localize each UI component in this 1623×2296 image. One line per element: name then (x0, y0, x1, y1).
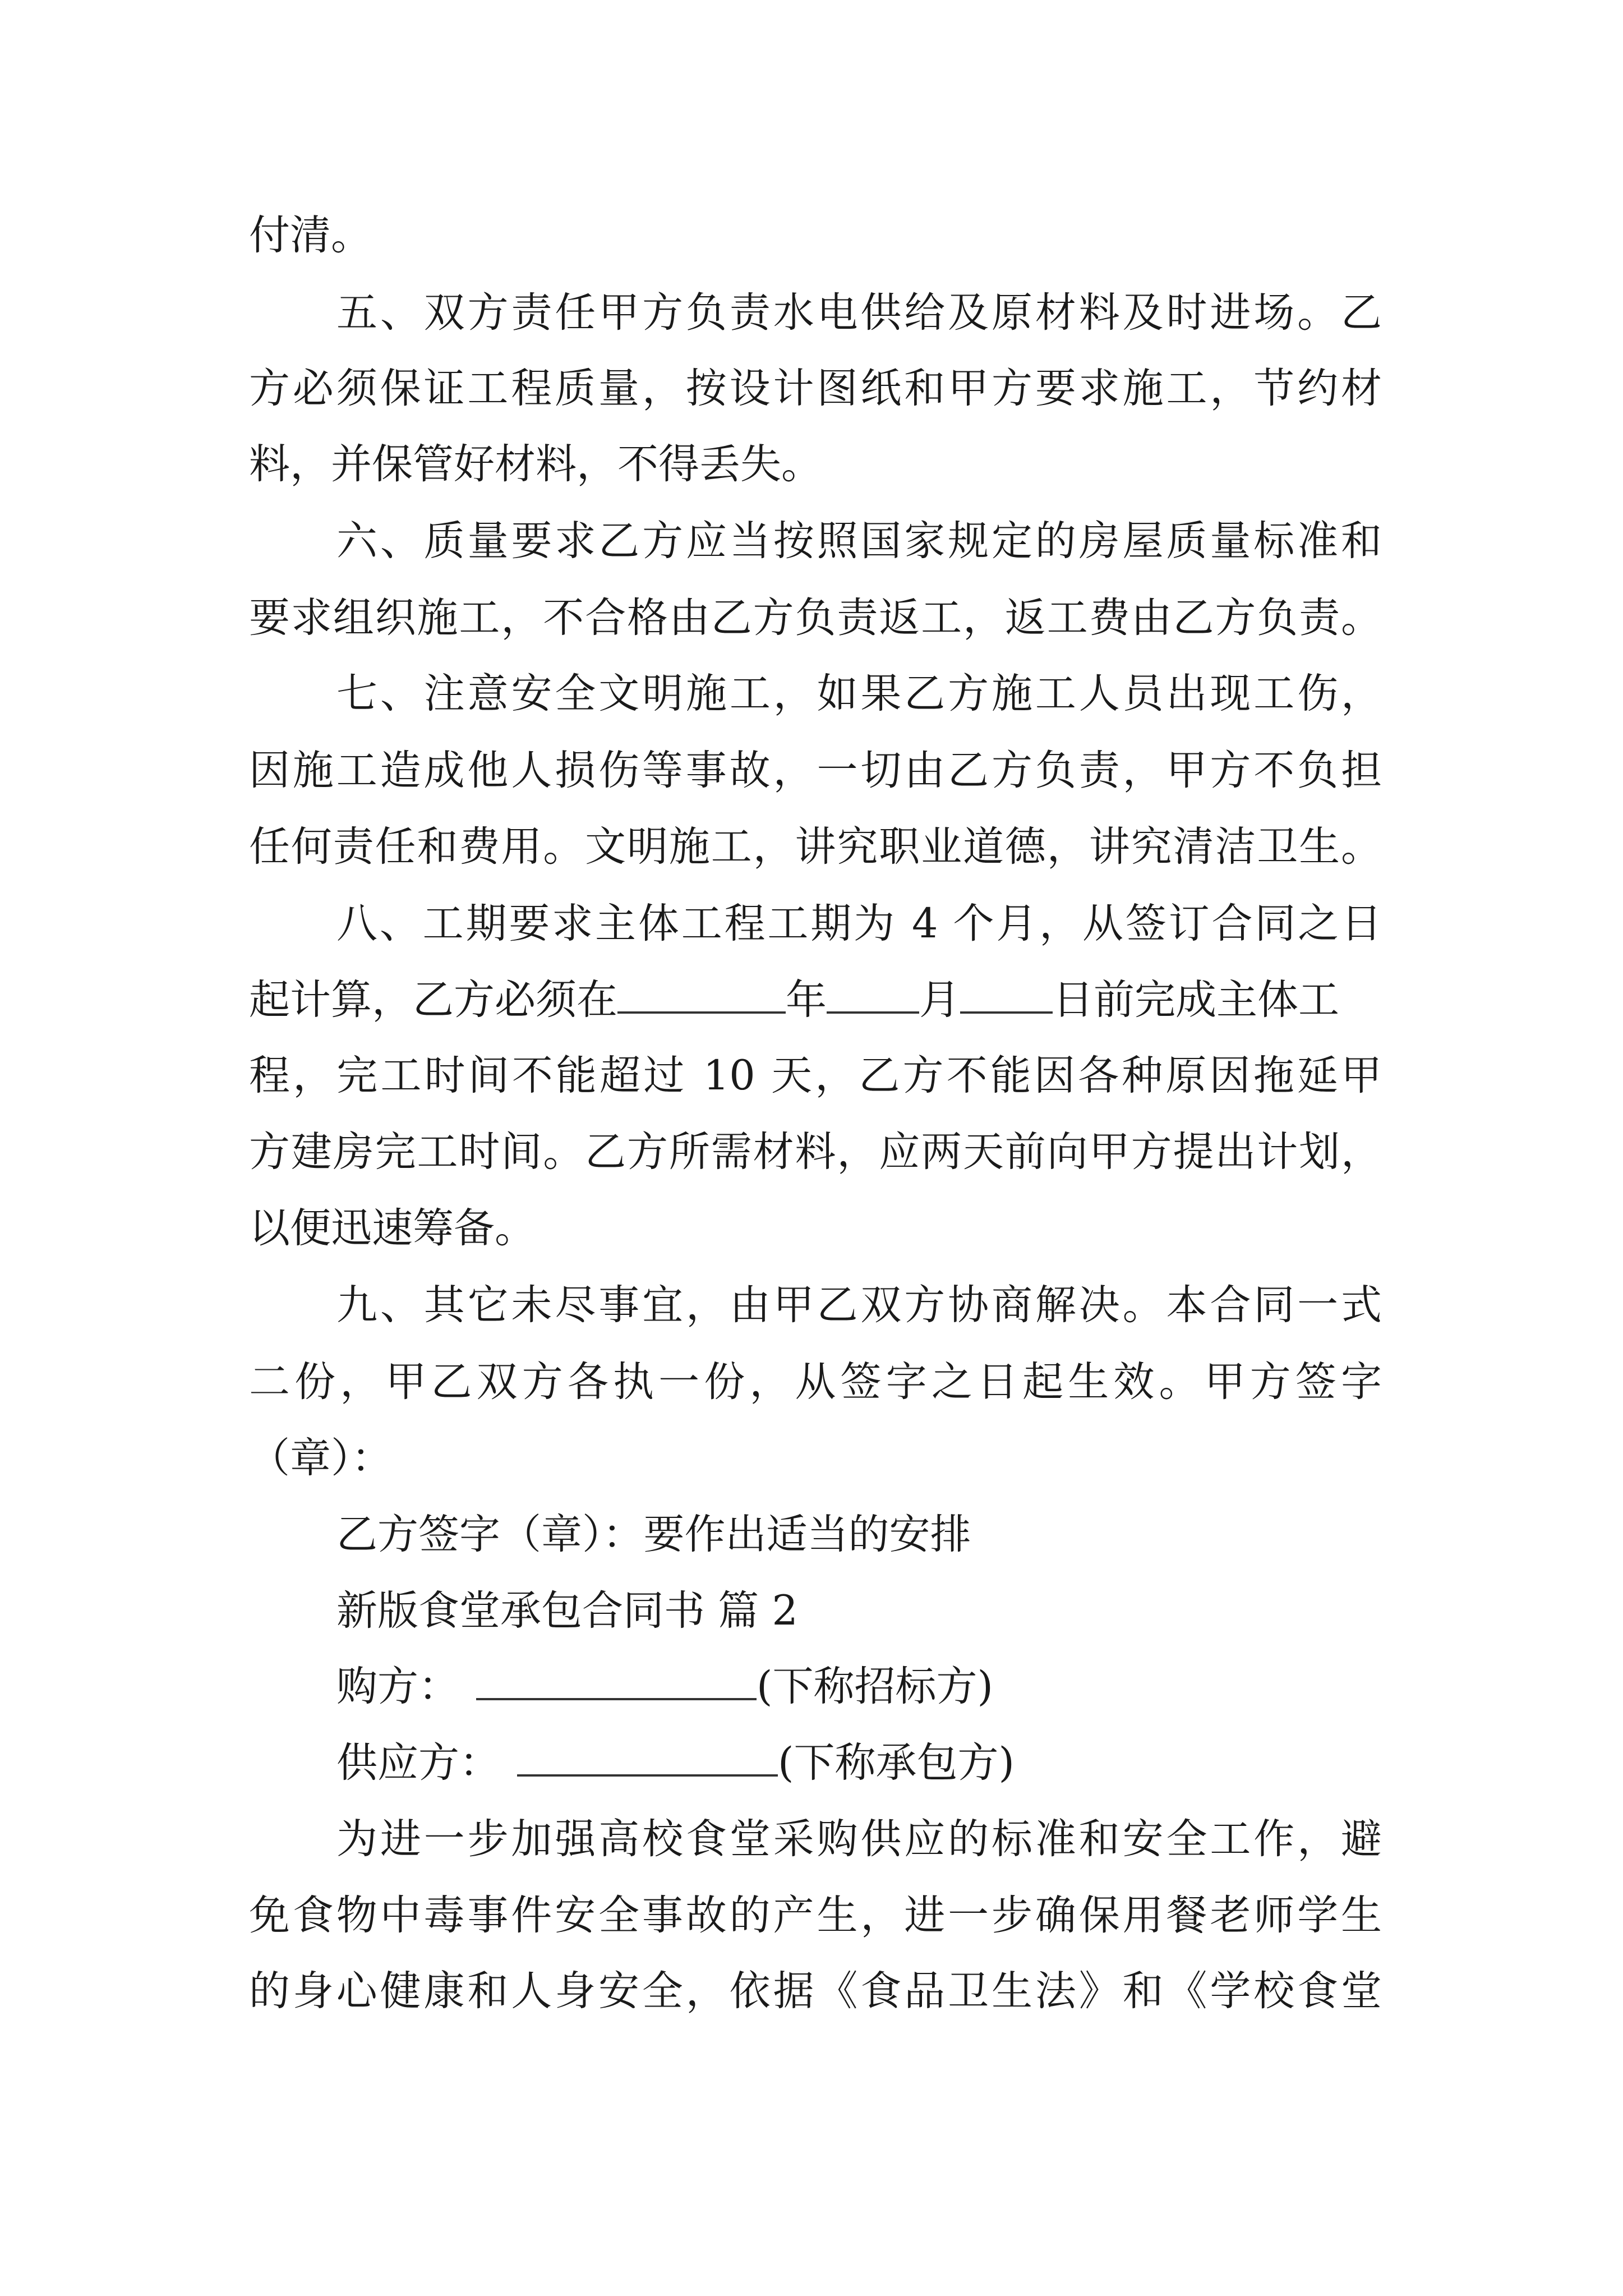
deadline-line (249, 972, 1382, 1028)
signature-line: 乙方签字（章）：要作出适当的安排 (336, 1511, 971, 1558)
paragraph-line: 七、注意安全文明施工，如果乙方施工人员出现工伤， (336, 670, 1382, 717)
paragraph-line: 料，并保管好材料，不得丢失。 (249, 440, 822, 488)
year-blank (617, 977, 786, 1014)
section-title: 新版食堂承包合同书 篇 2 (336, 1587, 798, 1635)
paragraph-line: 任何责任和费用。文明施工，讲究职业道德，讲究清洁卫生。 (249, 823, 1382, 871)
paragraph-line: （章）： (249, 1434, 393, 1482)
month-blank (827, 977, 919, 1014)
deadline-prefix: 起计算，乙方必须在 (249, 976, 617, 1024)
buyer-note: (下称招标方) (757, 1663, 993, 1710)
supplier-label: 供应方： (336, 1739, 500, 1787)
paragraph-line: 免食物中毒事件安全事故的产生，进一步确保用餐老师学生 (249, 1892, 1382, 1939)
paragraph-line: 因施工造成他人损伤等事故，一切由乙方负责，甲方不负担 (249, 747, 1382, 794)
buyer-label: 购方： (336, 1663, 459, 1710)
paragraph-line: 付清。 (249, 211, 372, 259)
supplier-blank (517, 1740, 778, 1777)
paragraph-line: 九、其它未尽事宜，由甲乙双方协商解决。本合同一式 (336, 1281, 1382, 1329)
paragraph-line: 以便迅速筹备。 (249, 1204, 536, 1252)
buyer-blank (476, 1663, 757, 1700)
paragraph-line: 八、工期要求主体工程工期为 4 个月，从签订合同之日 (336, 900, 1382, 947)
month-label: 月 (919, 976, 960, 1024)
supplier-line (336, 1735, 1382, 1791)
paragraph-line: 方必须保证工程质量，按设计图纸和甲方要求施工，节约材 (249, 365, 1382, 412)
paragraph-line: 方建房完工时间。乙方所需材料，应两天前向甲方提出计划， (249, 1128, 1382, 1176)
paragraph-line: 五、双方责任甲方负责水电供给及原材料及时进场。乙 (336, 289, 1382, 337)
paragraph-line: 的身心健康和人身安全，依据《食品卫生法》和《学校食堂 (249, 1967, 1382, 2015)
paragraph-line: 二份，甲乙双方各执一份，从签字之日起生效。甲方签字 (249, 1358, 1382, 1406)
year-label: 年 (786, 976, 827, 1024)
buyer-line (336, 1659, 1382, 1715)
deadline-suffix: 日前完成主体工 (1053, 976, 1339, 1024)
paragraph-line: 程，完工时间不能超过 10 天，乙方不能因各种原因拖延甲 (249, 1052, 1382, 1099)
supplier-note: (下称承包方) (778, 1739, 1015, 1787)
day-blank (960, 977, 1053, 1014)
paragraph-line: 为进一步加强高校食堂采购供应的标准和安全工作，避 (336, 1815, 1382, 1863)
paragraph-line: 要求组织施工，不合格由乙方负责返工，返工费由乙方负责。 (249, 594, 1382, 642)
paragraph-line: 六、质量要求乙方应当按照国家规定的房屋质量标准和 (336, 517, 1382, 565)
